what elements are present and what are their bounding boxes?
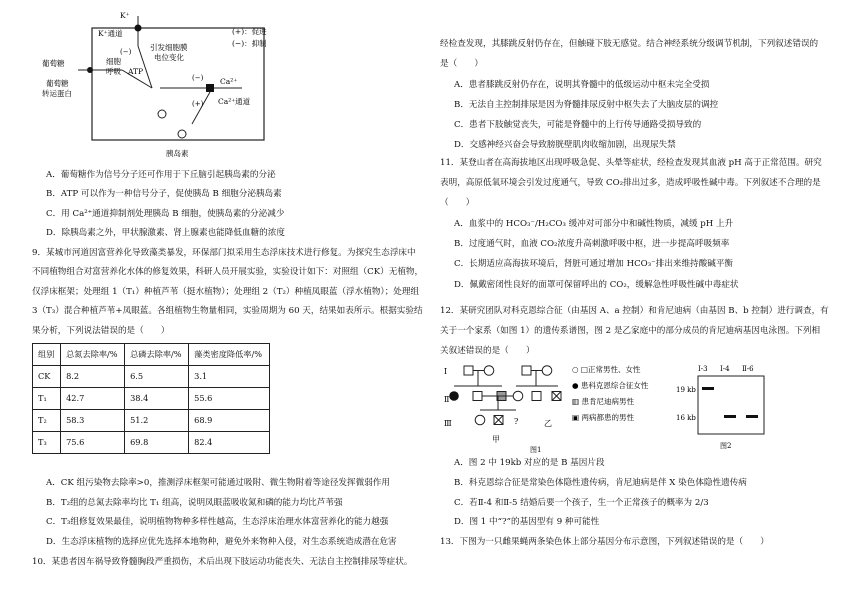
q9-option-b: B．T₂组的总氮去除率均比 T₁ 组高，说明凤眼蓝吸收氮和磷的能力均比芦苇强 (46, 498, 343, 508)
label-ca-channel: Ca²⁺通道 (218, 97, 251, 106)
pedigree-affected-female (449, 391, 459, 401)
table-row (33, 410, 270, 432)
insulin-secretion-diagram (42, 6, 362, 166)
legend-normal: ○ □正常男性、女性 (572, 365, 641, 374)
table-cell: T₁ (33, 388, 61, 410)
table-cell: 58.3 (61, 410, 125, 432)
label-minus-2: (−) (192, 74, 204, 82)
table-header: 藻类密度降低率/% (189, 344, 270, 366)
q9-results-table (32, 343, 270, 454)
label-minus-1: (−) (120, 48, 132, 56)
q13-line: 13．下图为一只雌果蝇两条染色体上部分基因分布示意图，下列叙述错误的是（ ） (440, 537, 769, 547)
pedigree-male (532, 392, 541, 401)
table-row (33, 388, 270, 410)
band-label-16kb: 16 kb (676, 414, 696, 422)
table-cell: T₃ (33, 432, 61, 454)
pedigree-male (473, 392, 482, 401)
figure-1-label: 图1 (530, 446, 542, 454)
q11-line-1: 11．某登山者在高海拔地区出现呼吸急促、头晕等症状，经检查发现其血液 pH 高于正常范围。研究 (440, 158, 822, 168)
table-header: 总氮去除率/% (61, 344, 125, 366)
q9-line-5: 果分析，下列说法错误的是（ ） (32, 326, 170, 336)
table-cell: 8.2 (61, 366, 125, 388)
q12-option-b: B．科克恩综合征是常染色体隐性遗传病，肯尼迪病是伴 X 染色体隐性遗传病 (454, 478, 747, 488)
q8-option-a: A．葡萄糖作为信号分子还可作用于下丘脑引起胰岛素的分泌 (46, 170, 276, 180)
q11-option-a: A．血浆中的 HCO₃⁻/H₂CO₃ 缓冲对可部分中和碱性物质，减缓 pH 上升 (454, 219, 734, 229)
table-cell: 6.5 (125, 366, 189, 388)
pedigree-female (475, 415, 485, 425)
pedigree-female (542, 366, 552, 376)
q12-option-c: C．若Ⅱ-4 和Ⅱ-5 结婚后要一个孩子，生一个正常孩子的概率为 2/3 (454, 498, 709, 508)
family-yi-label: 乙 (544, 419, 552, 428)
pedigree-male (464, 366, 473, 375)
gen-label-3: Ⅲ (444, 419, 452, 428)
q8-option-d: D．除胰岛素之外，甲状腺激素、肾上腺素也能降低血糖的浓度 (46, 228, 285, 238)
label-glucose: 葡萄糖 (42, 59, 65, 68)
q9-option-d: D．生态浮床植物的选择应优先选择本地物种，避免外来物种入侵，对生态系统造成潜在危害 (46, 537, 397, 547)
q11-line-2: 表明，高原低氧环境会引发过度通气，导致 CO₂排出过多，造成呼吸性碱中毒。下列叙述不合理的是 (440, 178, 821, 188)
band-label-19kb: 19 kb (676, 386, 696, 394)
label-cell-resp-2: 呼吸 (106, 67, 121, 76)
label-ca-ion: Ca²⁺ (220, 77, 238, 86)
label-depol-1: 引发细胞膜 (150, 43, 188, 52)
table-header: 总磷去除率/% (125, 344, 189, 366)
q11-option-c: C．长期适应高海拔环境后，肾脏可通过增加 HCO₃⁻排出来维持酸碱平衡 (454, 259, 734, 269)
label-transporter-2: 转运蛋白 (42, 89, 72, 98)
table-cell: 38.4 (125, 388, 189, 410)
table-cell: 51.2 (125, 410, 189, 432)
gel-lane-label: Ⅰ-3 (698, 365, 708, 373)
gel-band (702, 387, 714, 390)
q10-line-2: 是（ ） (440, 59, 483, 69)
k-channel-marker (135, 25, 142, 32)
label-insulin: 胰岛素 (166, 149, 189, 158)
vesicle-2 (178, 130, 186, 138)
vesicle-1 (158, 110, 166, 118)
q9-line-2: 不同植物组合对富营养化水体的修复效果，科研人员开展实验，实验设计如下：对照组（CK）无植物， (32, 267, 424, 277)
label-k-out: K⁺ (120, 11, 130, 20)
gen-label-1: Ⅰ (444, 367, 448, 376)
table-header-row (33, 344, 270, 366)
legend-both-male: ▣ 两病都患的男性 (572, 413, 634, 422)
pedigree-male (522, 366, 531, 375)
q9-line-1: 9．某城市河道因富营养化导致藻类暴发，环保部门拟采用生态浮床技术进行修复。为探究生态浮床中 (32, 248, 416, 258)
table-cell: 42.7 (61, 388, 125, 410)
right-column (440, 0, 836, 607)
table-row (33, 432, 270, 454)
pedigree-unknown: ? (514, 417, 519, 426)
label-atp: ATP (128, 67, 144, 76)
q11-option-b: B．过度通气时，血液 CO₂浓度升高刺激呼吸中枢，进一步提高呼吸频率 (454, 239, 730, 249)
table-cell: T₂ (33, 410, 61, 432)
legend-cockayne-female: ● 患科克恩综合征女性 (572, 381, 649, 390)
q11-option-d: D．佩戴密闭性良好的面罩可保留呼出的 CO₂，缓解急性呼吸性碱中毒症状 (454, 280, 739, 290)
family-jia-label: 甲 (492, 435, 500, 444)
table-header: 组别 (33, 344, 61, 366)
q9-option-a: A．CK 组污染物去除率>0，推测浮床框架可能通过吸附、微生物附着等途径发挥微弱作用 (46, 478, 390, 488)
q9-option-c: C．T₃组修复效果最佳，说明植物物种多样性越高，生态浮床治理水体富营养化的能力越强 (46, 517, 389, 527)
table-cell: 69.8 (125, 432, 189, 454)
legend-kennedy-male: ▥ 患肯尼迪病男性 (572, 397, 634, 406)
pedigree-female (484, 366, 494, 376)
q11-line-3: （ ） (440, 198, 475, 208)
label-plus-1: (+) (192, 100, 204, 108)
q10-option-b: B．无法自主控制排尿是因为脊髓排尿反射中枢失去了大脑皮层的调控 (454, 100, 719, 110)
q12-option-d: D．图 1 中“?”的基因型有 9 种可能性 (454, 517, 600, 527)
gel-lane-label: Ⅱ-6 (742, 365, 754, 373)
label-depol-2: 电位变化 (154, 53, 184, 62)
table-row (33, 366, 270, 388)
left-column (32, 0, 424, 607)
q8-option-b: B．ATP 可以作为一种信号分子，促使胰岛 B 细胞分泌胰岛素 (46, 189, 282, 199)
gel-frame (698, 376, 764, 434)
q10-option-a: A．患者膝跳反射仍存在，说明其脊髓中的低级运动中枢未完全受损 (454, 80, 710, 90)
gel-band (746, 415, 758, 418)
table-cell: 75.6 (61, 432, 125, 454)
legend-plus: (+)：促进 (232, 27, 267, 36)
q12-line-1: 12．某研究团队对科克恩综合征（由基因 A、a 控制）和肯尼迪病（由基因 B、b 控制）进行调查，有 (440, 306, 829, 316)
q10-start: 10．某患者因车祸导致脊髓胸段严重损伤，术后出现下肢运动功能丧失、无法自主控制排尿等症状。 (32, 557, 413, 567)
q8-option-c: C．用 Ca²⁺通道抑制剂处理胰岛 B 细胞，使胰岛素的分泌减少 (46, 209, 285, 219)
gel-lane-label: Ⅰ-4 (720, 365, 730, 373)
q10-option-c: C．患者下肢触觉丧失，可能是脊髓中的上行传导通路受损导致的 (454, 120, 702, 130)
pedigree-female (513, 391, 523, 401)
q12-line-3: 关叙述错误的是（ ） (440, 346, 535, 356)
q10-line-1: 经检查发现，其膝跳反射仍存在，但触碰下肢无感觉。结合神经系统分级调节机制，下列叙述错误的 (440, 39, 819, 49)
label-cell-resp: 细胞 (106, 57, 121, 66)
table-cell: 55.6 (189, 388, 270, 410)
label-k-channel: K⁺通道 (98, 29, 123, 38)
gen-label-2: Ⅱ (444, 395, 450, 404)
label-transporter-1: 葡萄糖 (46, 79, 69, 88)
table-cell: CK (33, 366, 61, 388)
gel-band (724, 415, 736, 418)
pedigree-figure (440, 362, 836, 454)
q12-option-a: A．图 2 中 19kb 对应的是 B 基因片段 (454, 458, 605, 468)
legend-minus: (−)：抑制 (232, 39, 267, 48)
table-cell: 3.1 (189, 366, 270, 388)
figure-2-label: 图2 (720, 442, 732, 450)
table-cell: 82.4 (189, 432, 270, 454)
q9-line-3: 仅浮床框架；处理组 1（T₁）种植芦苇（挺水植物）；处理组 2（T₂）种植凤眼蓝（浮水植物）；处理组 (32, 287, 420, 297)
q10-option-d: D．交感神经兴奋会导致膀胱壁肌肉收缩加剧，出现尿失禁 (454, 140, 676, 150)
ca-channel-marker (206, 84, 214, 92)
q9-line-4: 3（T₃）混合种植芦苇+凤眼蓝。各组植物生物量相同，实验周期为 60 天，结果如表所示。根据实验结 (32, 306, 423, 316)
table-cell: 68.9 (189, 410, 270, 432)
q12-line-2: 关于一个家系（如图 1）的遗传系谱图，图 2 是乙家庭中的部分成员的肯尼迪病基因电泳图。下列相 (440, 326, 821, 336)
